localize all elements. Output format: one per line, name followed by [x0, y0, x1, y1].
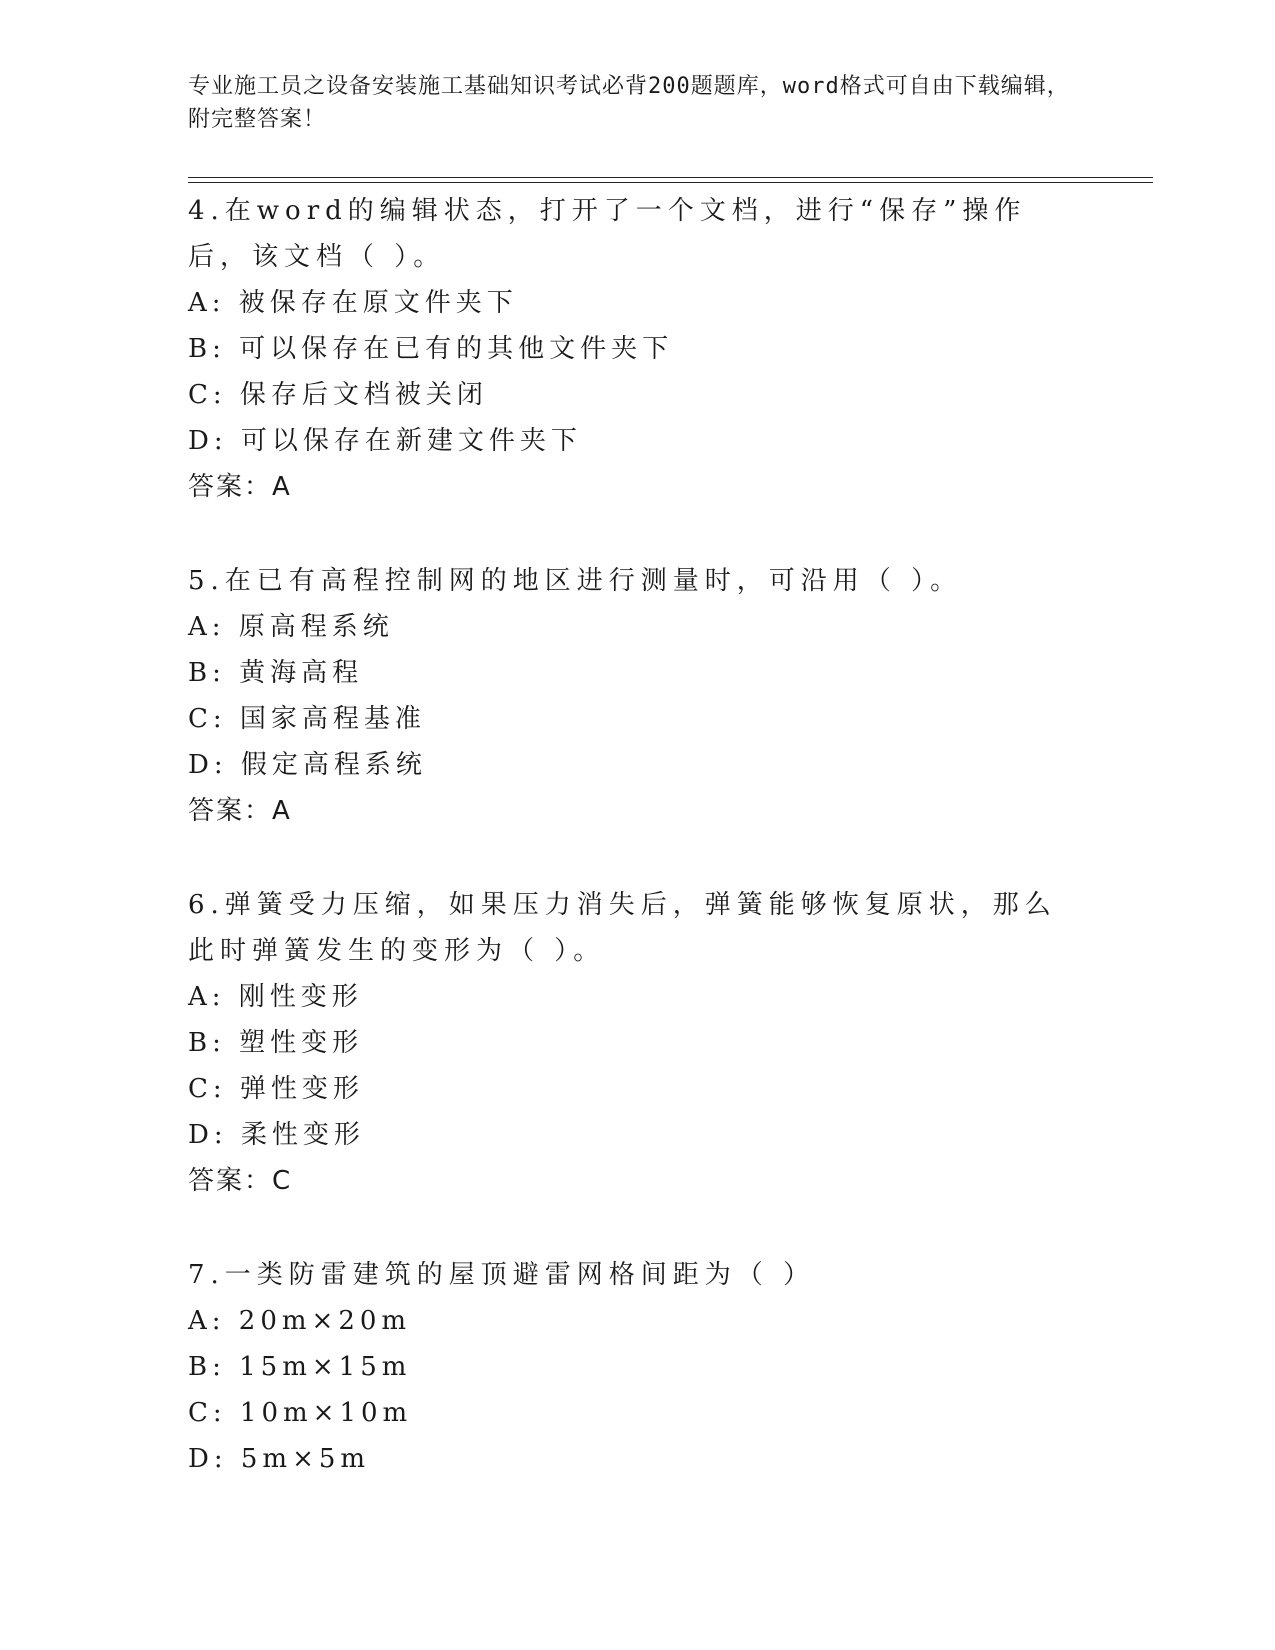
- option-c: C: 国家高程基准: [188, 704, 426, 734]
- option-c: C: 保存后文档被关闭: [188, 380, 488, 410]
- option-d: D: 可以保存在新建文件夹下: [188, 426, 582, 456]
- option-b: B: 15m×15m: [188, 1352, 412, 1382]
- option-d: D: 5m×5m: [188, 1444, 371, 1474]
- question-stem: 5.在已有高程控制网的地区进行测量时，可沿用（ ）。: [188, 566, 963, 596]
- option-c: C: 弹性变形: [188, 1074, 364, 1104]
- answer: 答案：C: [188, 1166, 293, 1196]
- option-d: D: 假定高程系统: [188, 750, 427, 780]
- header-divider-bottom: [188, 182, 1153, 183]
- option-b: B: 塑性变形: [188, 1028, 364, 1058]
- question-5: [188, 558, 1088, 834]
- question-stem: 6.弹簧受力压缩，如果压力消失后，弹簧能够恢复原状，那么此时弹簧发生的变形为（ ）。: [188, 890, 1057, 966]
- header-divider-top: [188, 177, 1153, 178]
- question-gap: [188, 1204, 1088, 1252]
- option-a: A: 20m×20m: [188, 1306, 412, 1336]
- option-c: C: 10m×10m: [188, 1398, 413, 1428]
- option-d: D: 柔性变形: [188, 1120, 365, 1150]
- question-list: [188, 188, 1088, 1482]
- question-4: [188, 188, 1088, 510]
- question-6: [188, 882, 1088, 1204]
- answer: 答案：A: [188, 472, 292, 502]
- question-7: [188, 1252, 1088, 1482]
- document-header: 专业施工员之设备安装施工基础知识考试必背200题题库，word格式可自由下载编辑，附完整答案！: [188, 74, 1070, 132]
- answer: 答案：A: [188, 796, 292, 826]
- option-a: A: 刚性变形: [188, 982, 363, 1012]
- question-gap: [188, 510, 1088, 558]
- option-a: A: 原高程系统: [188, 612, 394, 642]
- question-gap: [188, 834, 1088, 882]
- question-stem: 4.在word的编辑状态，打开了一个文档，进行“保存”操作后，该文档（ ）。: [188, 196, 1027, 272]
- option-b: B: 可以保存在已有的其他文件夹下: [188, 334, 674, 364]
- question-stem: 7.一类防雷建筑的屋顶避雷网格间距为（ ）: [188, 1260, 816, 1290]
- option-a: A: 被保存在原文件夹下: [188, 288, 518, 318]
- option-b: B: 黄海高程: [188, 658, 364, 688]
